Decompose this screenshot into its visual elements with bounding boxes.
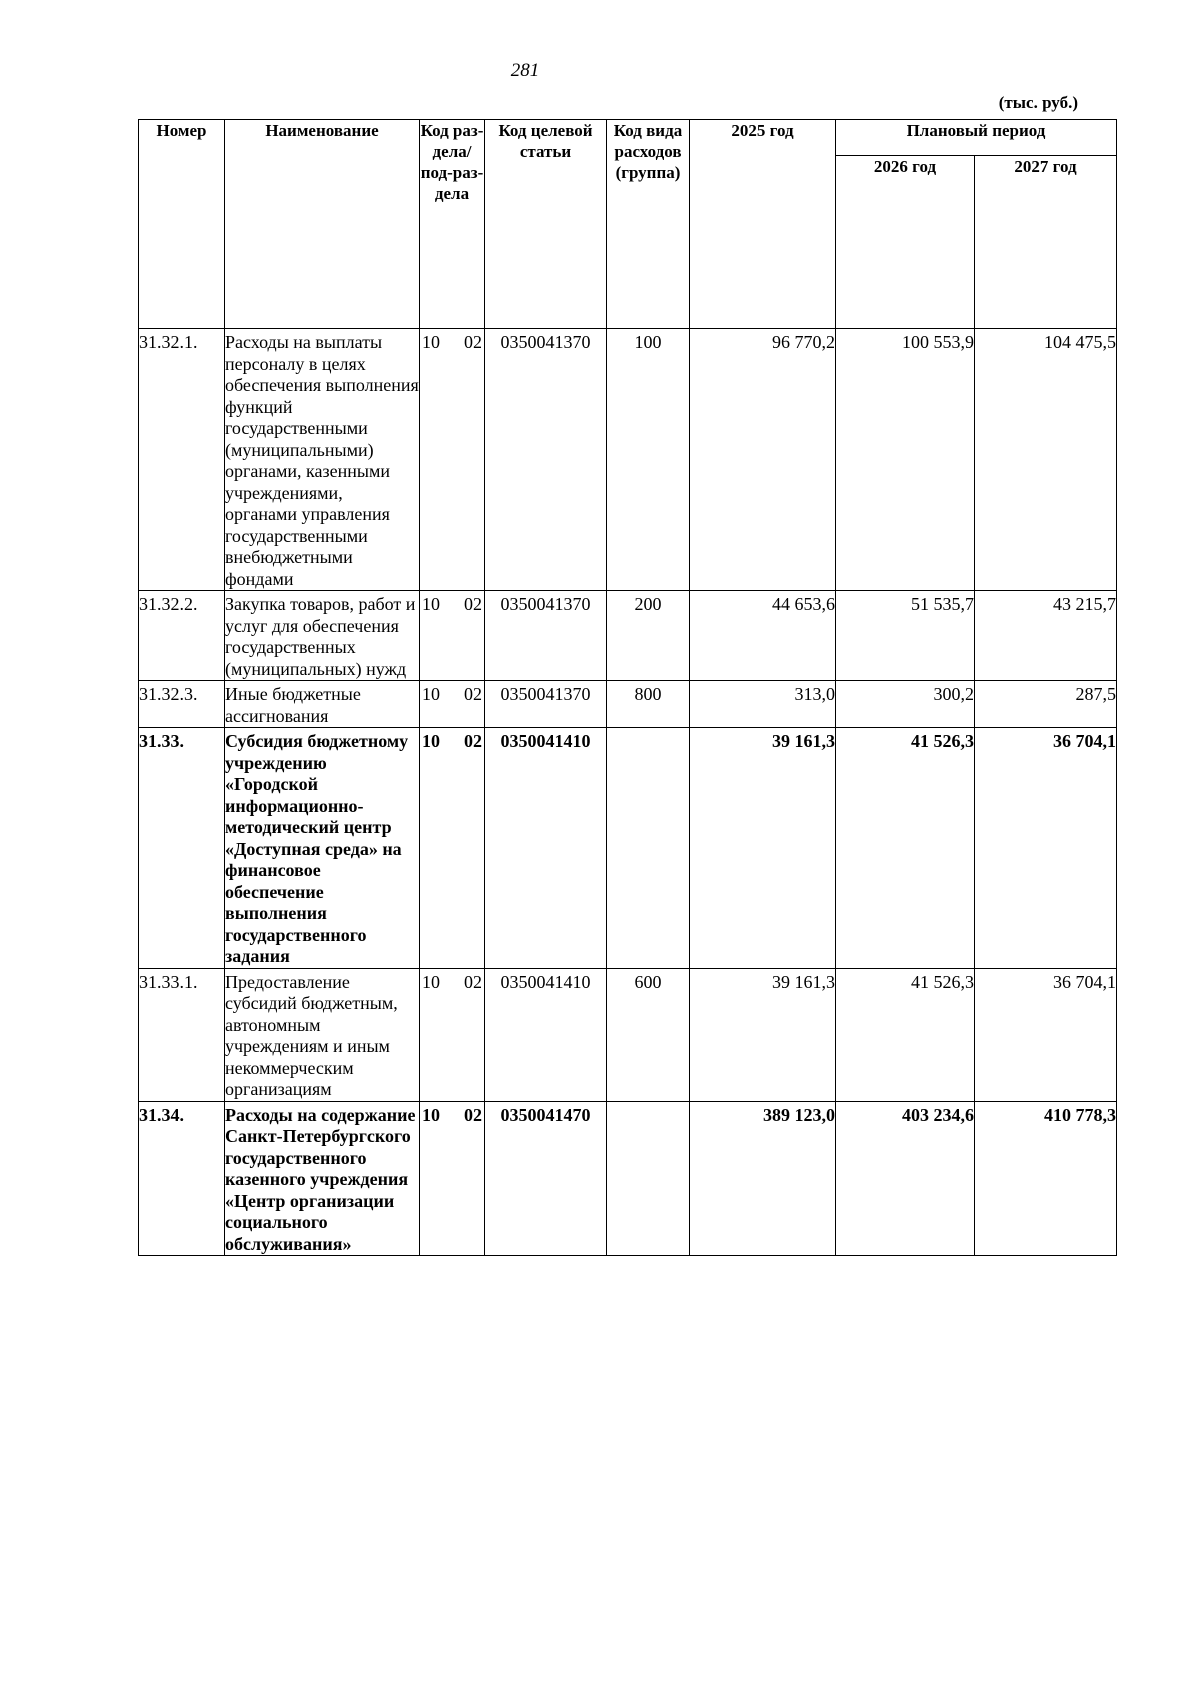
row-number: 31.33. [139, 728, 225, 969]
row-target-code: 0350041370 [485, 681, 607, 728]
row-name: Предоставление субсидий бюджетным, автономным учреждениям и иным некоммерческим организациям [225, 968, 420, 1101]
row-expense-kind [607, 728, 690, 969]
row-amount-2025: 313,0 [690, 681, 836, 728]
section-code: 10 [422, 684, 440, 704]
section-code: 10 [422, 731, 440, 751]
row-section-code [420, 591, 485, 681]
row-amount-2027: 43 215,7 [975, 591, 1117, 681]
header-section-code: Код раз-дела/ под-раз-дела [420, 120, 485, 329]
header-number: Номер [139, 120, 225, 329]
header-name: Наименование [225, 120, 420, 329]
units-label: (тыс. руб.) [998, 93, 1078, 112]
page-number: 281 [510, 60, 540, 81]
row-name: Иные бюджетные ассигнования [225, 681, 420, 728]
row-expense-kind: 100 [607, 329, 690, 591]
row-amount-2026: 403 234,6 [836, 1101, 975, 1256]
row-name: Закупка товаров, работ и услуг для обеспечения государственных (муниципальных) нужд [225, 591, 420, 681]
row-name: Расходы на содержание Санкт-Петербургского государственного казенного учреждения «Центр организации социального обслуживания» [225, 1101, 420, 1256]
row-amount-2027: 104 475,5 [975, 329, 1117, 591]
subsection-code: 02 [464, 684, 482, 704]
row-amount-2025: 39 161,3 [690, 968, 836, 1101]
row-amount-2026: 51 535,7 [836, 591, 975, 681]
row-section-code [420, 329, 485, 591]
table-row [139, 1101, 1117, 1256]
row-amount-2025: 389 123,0 [690, 1101, 836, 1256]
row-amount-2026: 100 553,9 [836, 329, 975, 591]
table-row [139, 591, 1117, 681]
row-number: 31.32.3. [139, 681, 225, 728]
row-target-code: 0350041370 [485, 591, 607, 681]
subsection-code: 02 [464, 1104, 482, 1125]
header-expense-kind: Код вида расходов (группа) [607, 120, 690, 329]
row-amount-2026: 41 526,3 [836, 968, 975, 1101]
row-name: Расходы на выплаты персоналу в целях обеспечения выполнения функций государственными (муниципальными) органами, казенными учреждениями, органами управления государственными внебюджетными фондами [225, 329, 420, 591]
section-code: 10 [422, 1104, 440, 1125]
header-plan-period: Плановый период [836, 120, 1117, 156]
subsection-code: 02 [464, 332, 482, 352]
subsection-code: 02 [464, 971, 482, 992]
row-expense-kind: 800 [607, 681, 690, 728]
row-section-code [420, 1101, 485, 1256]
row-amount-2025: 96 770,2 [690, 329, 836, 591]
section-code: 10 [422, 594, 440, 614]
row-amount-2027: 410 778,3 [975, 1101, 1117, 1256]
row-expense-kind [607, 1101, 690, 1256]
section-code: 10 [422, 332, 440, 352]
row-target-code: 0350041470 [485, 1101, 607, 1256]
table-row [139, 681, 1117, 728]
table-row [139, 329, 1117, 591]
header-target-code: Код целевой статьи [485, 120, 607, 329]
row-amount-2026: 300,2 [836, 681, 975, 728]
header-year-2026: 2026 год [836, 156, 975, 329]
table-row [139, 728, 1117, 969]
row-target-code: 0350041410 [485, 968, 607, 1101]
row-amount-2027: 287,5 [975, 681, 1117, 728]
row-target-code: 0350041370 [485, 329, 607, 591]
row-number: 31.34. [139, 1101, 225, 1256]
row-number: 31.33.1. [139, 968, 225, 1101]
row-number: 31.32.2. [139, 591, 225, 681]
row-expense-kind: 200 [607, 591, 690, 681]
row-amount-2027: 36 704,1 [975, 968, 1117, 1101]
subsection-code: 02 [464, 594, 482, 614]
header-year-2025: 2025 год [690, 120, 836, 329]
table-row [139, 968, 1117, 1101]
row-section-code [420, 728, 485, 969]
row-amount-2025: 39 161,3 [690, 728, 836, 969]
row-section-code [420, 681, 485, 728]
row-amount-2026: 41 526,3 [836, 728, 975, 969]
budget-table [138, 119, 1117, 1256]
row-expense-kind: 600 [607, 968, 690, 1101]
section-code: 10 [422, 971, 440, 992]
row-name: Субсидия бюджетному учреждению «Городской информационно-методический центр «Доступная среда» на финансовое обеспечение выполнения государственного задания [225, 728, 420, 969]
row-section-code [420, 968, 485, 1101]
row-amount-2025: 44 653,6 [690, 591, 836, 681]
row-amount-2027: 36 704,1 [975, 728, 1117, 969]
subsection-code: 02 [464, 731, 482, 751]
row-target-code: 0350041410 [485, 728, 607, 969]
header-year-2027: 2027 год [975, 156, 1117, 329]
row-number: 31.32.1. [139, 329, 225, 591]
